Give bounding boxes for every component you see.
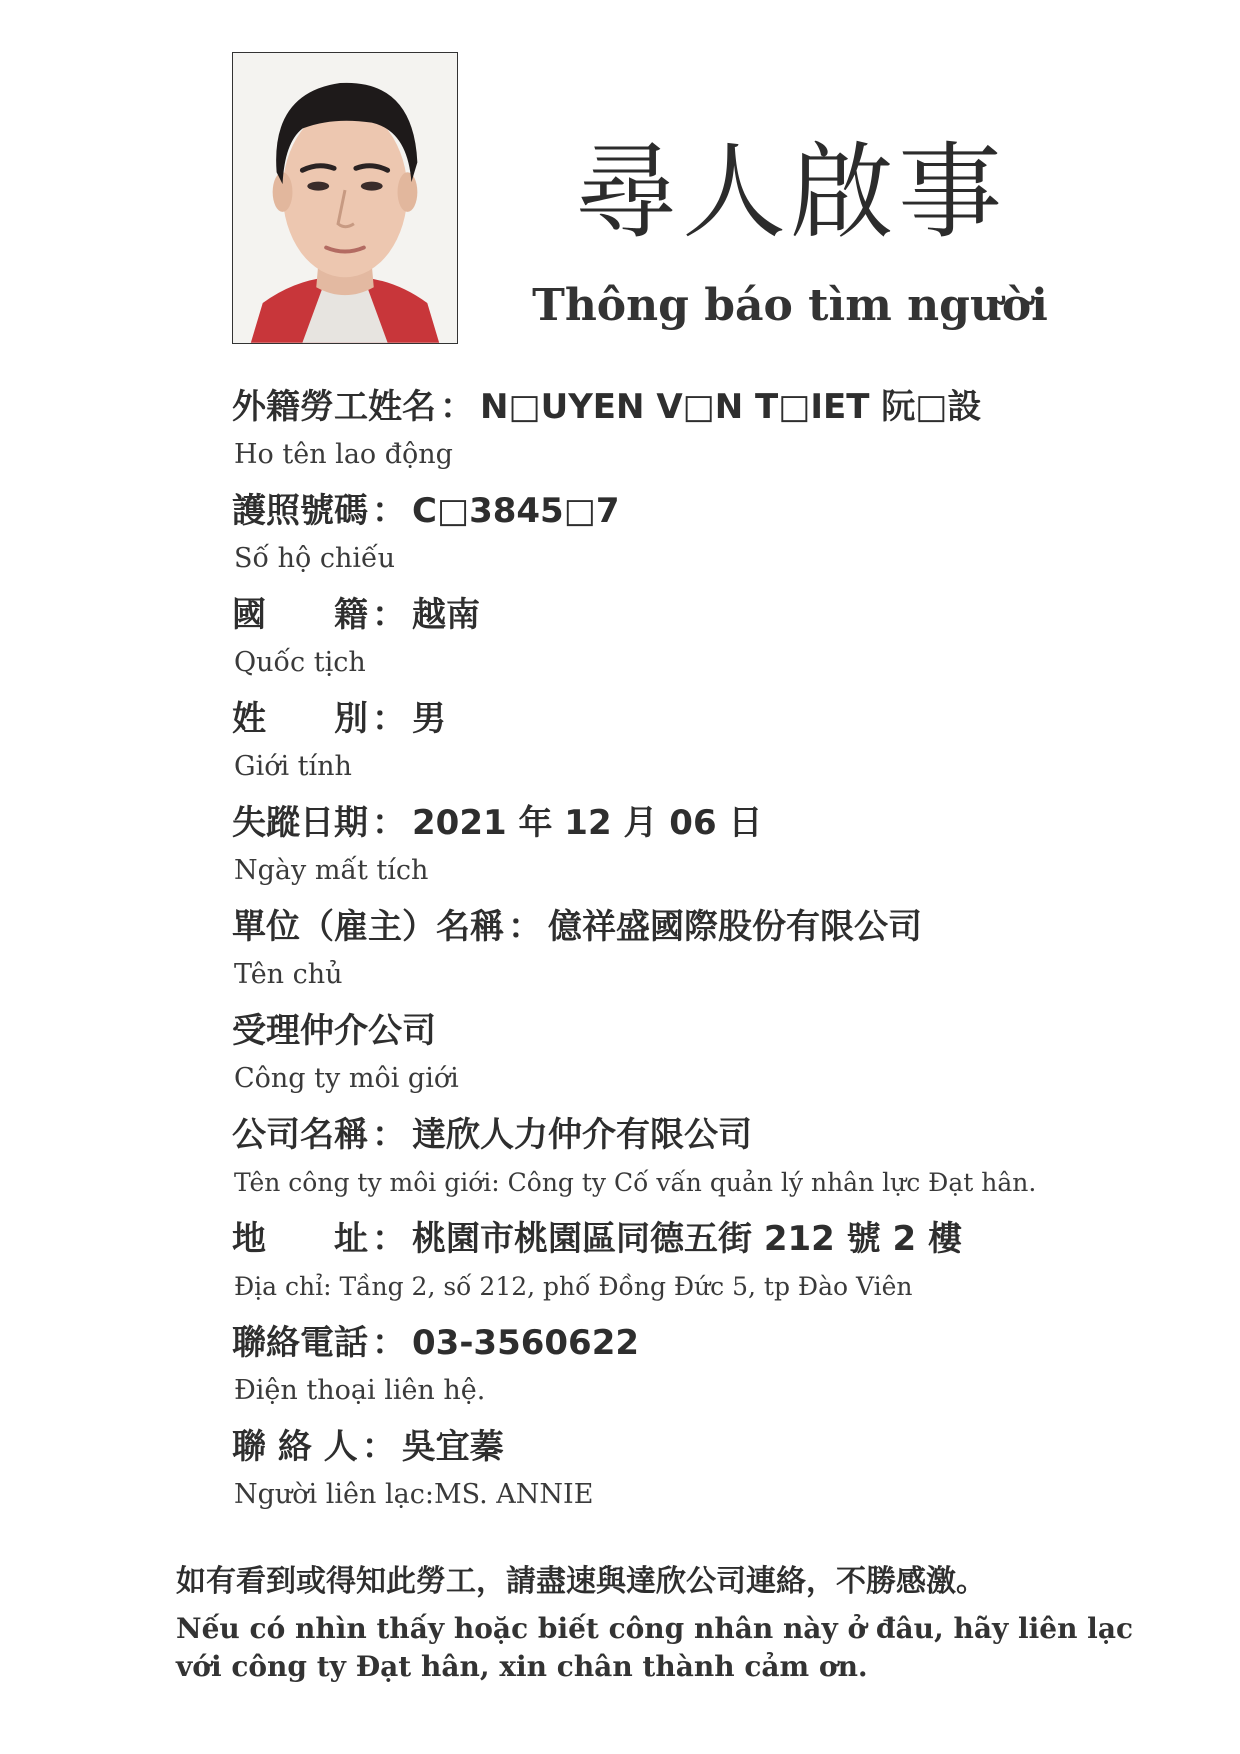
- closing-text-vi: Nếu có nhìn thấy hoặc biết công nhân này ở đâu, hãy liên lạc với công ty Đạt hân, xin chân thành cảm ơn.: [176, 1612, 1134, 1683]
- field-colon: ：: [372, 595, 406, 635]
- field-label-vi: Tên công ty môi giới: Công ty Cố vấn quản lý nhân lực Đạt hân.: [234, 1168, 1037, 1197]
- field-label-vi: Ngày mất tích: [234, 855, 429, 886]
- field-label-vi: Giới tính: [234, 751, 352, 782]
- field-colon: ：: [361, 1427, 396, 1467]
- field-gender: [232, 696, 1192, 800]
- field-value: 2021 年 12 月 06 日: [412, 803, 763, 843]
- field-label-vi: Công ty môi giới: [234, 1063, 459, 1094]
- field-label: 聯絡電話: [232, 1323, 368, 1363]
- field-colon: ：: [372, 699, 406, 739]
- closing-message: [176, 1560, 1186, 1686]
- field-value: 越南: [412, 595, 480, 635]
- field-label-vi: Địa chỉ: Tầng 2, số 212, phố Đồng Đức 5, tp Đào Viên: [234, 1272, 913, 1301]
- field-colon: ：: [372, 1115, 406, 1155]
- field-value: 達欣人力仲介有限公司: [412, 1115, 752, 1155]
- field-value: 03-3560622: [412, 1323, 640, 1363]
- field-label: 護照號碼: [232, 491, 368, 531]
- field-label: 外籍勞工姓名: [232, 387, 436, 427]
- field-label: 聯 絡 人: [232, 1427, 358, 1467]
- field-colon: ：: [372, 803, 406, 843]
- field-colon: ：: [372, 1219, 406, 1259]
- page-title: 尋人啟事: [573, 131, 1006, 253]
- portrait-image: [233, 53, 457, 343]
- info-fields: [232, 384, 1192, 1528]
- field-label: 姓 別: [232, 699, 368, 739]
- field-label: 國 籍: [232, 595, 368, 635]
- field-missing-date: [232, 800, 1192, 904]
- field-agency-heading: [232, 1008, 1192, 1112]
- field-value: C□3845□7: [412, 491, 620, 531]
- field-value: N□UYEN V□N T□IET 阮□設: [480, 387, 982, 427]
- field-label: 失蹤日期: [232, 803, 368, 843]
- field-phone: [232, 1320, 1192, 1424]
- field-colon: ：: [372, 491, 406, 531]
- field-label: 受理仲介公司: [232, 1011, 436, 1051]
- field-label-vi: Điện thoại liên hệ.: [234, 1375, 486, 1406]
- field-label: 地 址: [232, 1219, 368, 1259]
- field-label-vi: Tên chủ: [234, 959, 343, 990]
- field-label-vi: Người liên lạc:MS. ANNIE: [234, 1479, 594, 1510]
- field-value: 男: [412, 699, 446, 739]
- portrait-photo: [232, 52, 458, 344]
- closing-text-zh: 如有看到或得知此勞工，請盡速與達欣公司連絡，不勝感激。: [176, 1564, 986, 1599]
- field-employer-name: [232, 904, 1192, 1008]
- field-colon: ：: [508, 907, 542, 947]
- field-worker-name: [232, 384, 1192, 488]
- field-contact-person: [232, 1424, 1192, 1528]
- field-label-vi: Quốc tịch: [234, 647, 366, 678]
- field-value: 億祥盛國際股份有限公司: [548, 907, 922, 947]
- field-label-vi: Ho tên lao động: [234, 439, 453, 470]
- field-label-vi: Số hộ chiếu: [234, 543, 395, 574]
- field-address: [232, 1216, 1192, 1320]
- field-company-name: [232, 1112, 1192, 1216]
- field-nationality: [232, 592, 1192, 696]
- field-label: 公司名稱: [232, 1115, 368, 1155]
- page-subtitle: Thông báo tìm người: [532, 280, 1048, 331]
- field-colon: ：: [372, 1323, 406, 1363]
- field-colon: ：: [440, 387, 474, 427]
- field-label: 單位（雇主）名稱: [232, 907, 504, 947]
- field-value: 桃園市桃園區同德五街 212 號 2 樓: [412, 1219, 962, 1259]
- field-value: 吳宜蓁: [401, 1427, 504, 1467]
- field-passport-number: [232, 488, 1192, 592]
